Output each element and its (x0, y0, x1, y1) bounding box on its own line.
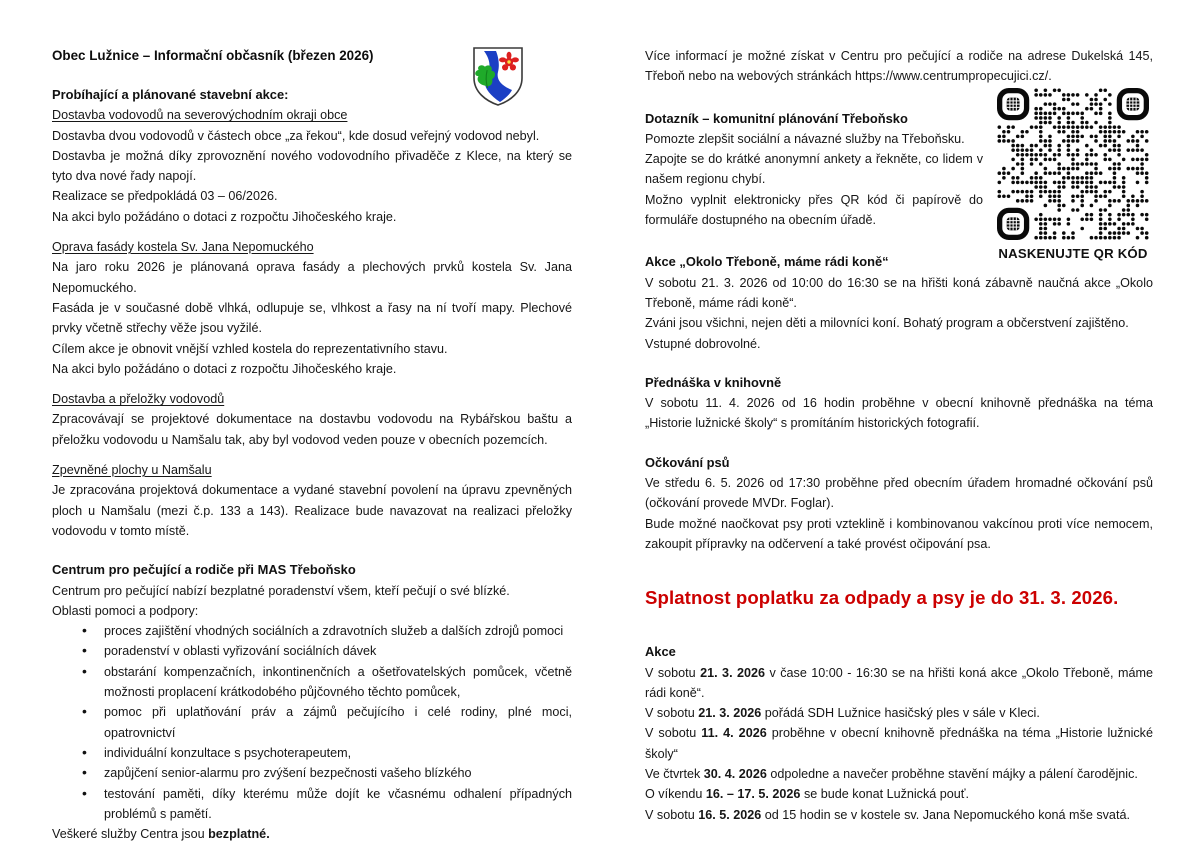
heading-dotaznik: Dotazník – komunitní plánování Třeboňsko (645, 110, 908, 126)
akce-entry-text: pořádá SDH Lužnice hasičský ples v sále v Kleci. (761, 706, 1040, 721)
paragraph: Ve středu 6. 5. 2026 od 17:30 proběhne před obecním úřadem hromadné očkování psů (očkování provede MVDr. Foglar). (645, 476, 1153, 511)
paragraph: Realizace se předpokládá 03 – 06/2026. (52, 189, 278, 204)
akce-entry-text: odpoledne a navečer proběhne stavění májky a pálení čarodějnic. (766, 767, 1138, 782)
akce-entry-text: se bude konat Lužnická pouť. (800, 787, 970, 802)
list-item: • zapůjčení senior-alarmu pro zvýšení bezpečnosti vašeho blízkého (52, 763, 572, 783)
paragraph: Zpracovávají se projektové dokumentace na dostavbu vodovodu na Rybářskou baštu a přeložku vodovodu u Namšalu tak, aby byl vodovod veden pouze v obecních pozemcích. (52, 412, 572, 447)
heading-akce-kone: Akce „Okolo Třeboně, máme rádi koně“ (645, 254, 889, 270)
list-item: • individuální konzultace s psychoterapeutem, (52, 743, 572, 763)
paragraph: Fasáda je v současné době vlhká, odlupuje se, vlhkost a řasy na ní tvoří mapy. Plechové prvky včetně střechy věže jsou vyžilé. (52, 300, 572, 336)
subheading-zpevnene-plochy: Zpevněné plochy u Namšalu (52, 463, 212, 478)
akce-entry-date: 11. 4. 2026 (701, 726, 767, 741)
list-item: • obstarání kompenzačních, inkontinenčních a ošetřovatelských pomůcek, včetně možnosti proplacení krátkodobého půjčovného těchto pomůcek, (52, 662, 572, 703)
heading-prednaska: Přednáška v knihovně (645, 374, 782, 390)
akce-entry-date: 30. 4. 2026 (703, 767, 767, 782)
paragraph: Na akci bylo požádáno o dotaci z rozpočtu Jihočeského kraje. (52, 209, 397, 224)
akce-entry (645, 805, 1153, 825)
akce-entry-text: v čase 10:00 - 16:30 se na hřišti koná akce „Okolo Třeboně, máme rádi koně“. (645, 665, 1153, 700)
paragraph: Cílem akce je obnovit vnější vzhled kostela do reprezentativního stavu. (52, 341, 448, 356)
paragraph: Na akci bylo požádáno o dotaci z rozpočtu Jihočeského kraje. (52, 361, 397, 376)
akce-entry-prefix: V sobotu (645, 726, 702, 741)
akce-entry-prefix: Ve čtvrtek (645, 767, 704, 782)
footer-plain-text: Veškeré služby Centra jsou (52, 827, 209, 842)
left-column (52, 46, 572, 844)
akce-entry-prefix: V sobotu (645, 706, 699, 721)
akce-entry (645, 703, 1153, 723)
list-item: • pomoc při uplatňování práv a zájmů pečujícího i celé rodiny, plné moci, opatrovnictví (52, 702, 572, 743)
akce-entry (645, 663, 1153, 704)
heading-ockovani: Očkování psů (645, 454, 730, 470)
list-item: • proces zajištění vhodných sociálních a zdravotních služeb a dalších zdrojů pomoci (52, 621, 572, 641)
centrum-footer (52, 824, 572, 844)
paragraph: Je zpracována projektová dokumentace a vydané stavební povolení na úpravu zpevněných ploch u Namšalu (mezi č.p. 133 a 143). Realizace bude navazovat na realizaci přeložky vodovodu v tomto místě. (52, 483, 572, 538)
akce-entries (645, 663, 1153, 825)
paragraph: Dostavba dvou vodovodů v částech obce „za řekou“, kde dosud veřejný vodovod nebyl. (52, 128, 540, 143)
akce-entry (645, 784, 1153, 804)
paragraph: Dostavba je možná díky zprovoznění nového vodovodního přivaděče z Klece, na který se tyto dva nové řady napojí. (52, 148, 572, 184)
akce-entry (645, 723, 1153, 764)
subheading-dostavba-prelozky: Dostavba a přeložky vodovodů (52, 392, 225, 407)
heading-centrum: Centrum pro pečující a rodiče při MAS Třeboňsko (52, 562, 356, 578)
akce-entry-date: 21. 3. 2026 (700, 665, 766, 680)
paragraph: Zapojte se do krátké anonymní ankety a řekněte, co lidem v našem regionu chybí. (645, 152, 983, 187)
payment-deadline-notice: Splatnost poplatku za odpady a psy je do 31. 3. 2026. (645, 587, 1119, 609)
akce-entry-prefix: O víkendu (645, 787, 706, 802)
akce-entry-text: od 15 hodin se v kostele sv. Jana Nepomuckého koná mše svatá. (761, 807, 1130, 822)
paragraph: Možno vyplnit elektronicky přes QR kód či papírově do formuláře dostupného na obecním úřadě. (645, 192, 983, 228)
heading-akce-list: Akce (645, 644, 676, 660)
centrum-services-list (52, 621, 572, 824)
qr-code-image[interactable] (997, 88, 1149, 240)
qr-code-caption: NASKENUJTE QR KÓD (998, 246, 1148, 261)
akce-entry-text: proběhne v obecní knihovně přednáška na téma „Historie lužnické školy“ (645, 726, 1153, 761)
akce-entry-date: 21. 3. 2026 (698, 706, 762, 721)
paragraph: Na jaro roku 2026 je plánovaná oprava fasády a plechových prvků kostela Sv. Jana Nepomuckého. (52, 260, 572, 295)
paragraph: V sobotu 11. 4. 2026 od 16 hodin proběhne v obecní knihovně přednáška na téma „Historie lužnické školy“ s promítáním historických fotografií. (645, 396, 1153, 431)
akce-entry-prefix: V sobotu (645, 807, 699, 822)
list-item: • testování paměti, díky kterému může dojít ke včasnému odhalení případných problémů s pamětí. (52, 784, 572, 825)
qr-code-block (990, 88, 1156, 261)
paragraph: Centrum pro pečující nabízí bezplatné poradenství všem, kteří pečují o své blízké. (52, 583, 510, 598)
paragraph: Bude možné naočkovat psy proti vzteklině i kombinovanou vakcínou proti více nemocem, zakoupit přípravky na odčervení a také provést očipování psa. (645, 516, 1153, 551)
page-title: Obec Lužnice – Informační občasník (březen 2026) (52, 48, 374, 63)
akce-entry (645, 764, 1153, 784)
subheading-vodovody-severovychod: Dostavba vodovodů na severovýchodním okraji obce (52, 108, 348, 123)
subheading-oprava-fasady: Oprava fasády kostela Sv. Jana Nepomuckého (52, 240, 314, 255)
paragraph: V sobotu 21. 3. 2026 od 10:00 do 16:30 se na hřišti koná zábavně naučná akce „Okolo Třeboně, máme rádi koně“. (645, 275, 1153, 310)
akce-entry-date: 16. 5. 2026 (698, 807, 762, 822)
list-item: • poradenství v oblasti vyřizování sociálních dávek (52, 641, 572, 661)
akce-entry-date: 16. – 17. 5. 2026 (705, 787, 801, 802)
paragraph-centrum-contact: Více informací je možné získat v Centru pro pečující a rodiče na adrese Dukelská 145, Třeboň nebo na webových stránkách https://www.centrumpropecujici.cz/. (645, 49, 1153, 84)
paragraph: Zváni jsou všichni, nejen děti a milovníci koní. Bohatý program a občerstvení zajištěno. (645, 316, 1129, 331)
akce-entry-prefix: V sobotu (645, 665, 701, 680)
section-heading-construction: Probíhající a plánované stavební akce: (52, 87, 289, 102)
footer-bold-text: bezplatné. (208, 827, 270, 842)
paragraph: Pomozte zlepšit sociální a návazné služby na Třeboňsku. (645, 131, 965, 146)
paragraph: Vstupné dobrovolné. (645, 336, 761, 351)
list-label: Oblasti pomoci a podpory: (52, 603, 199, 618)
